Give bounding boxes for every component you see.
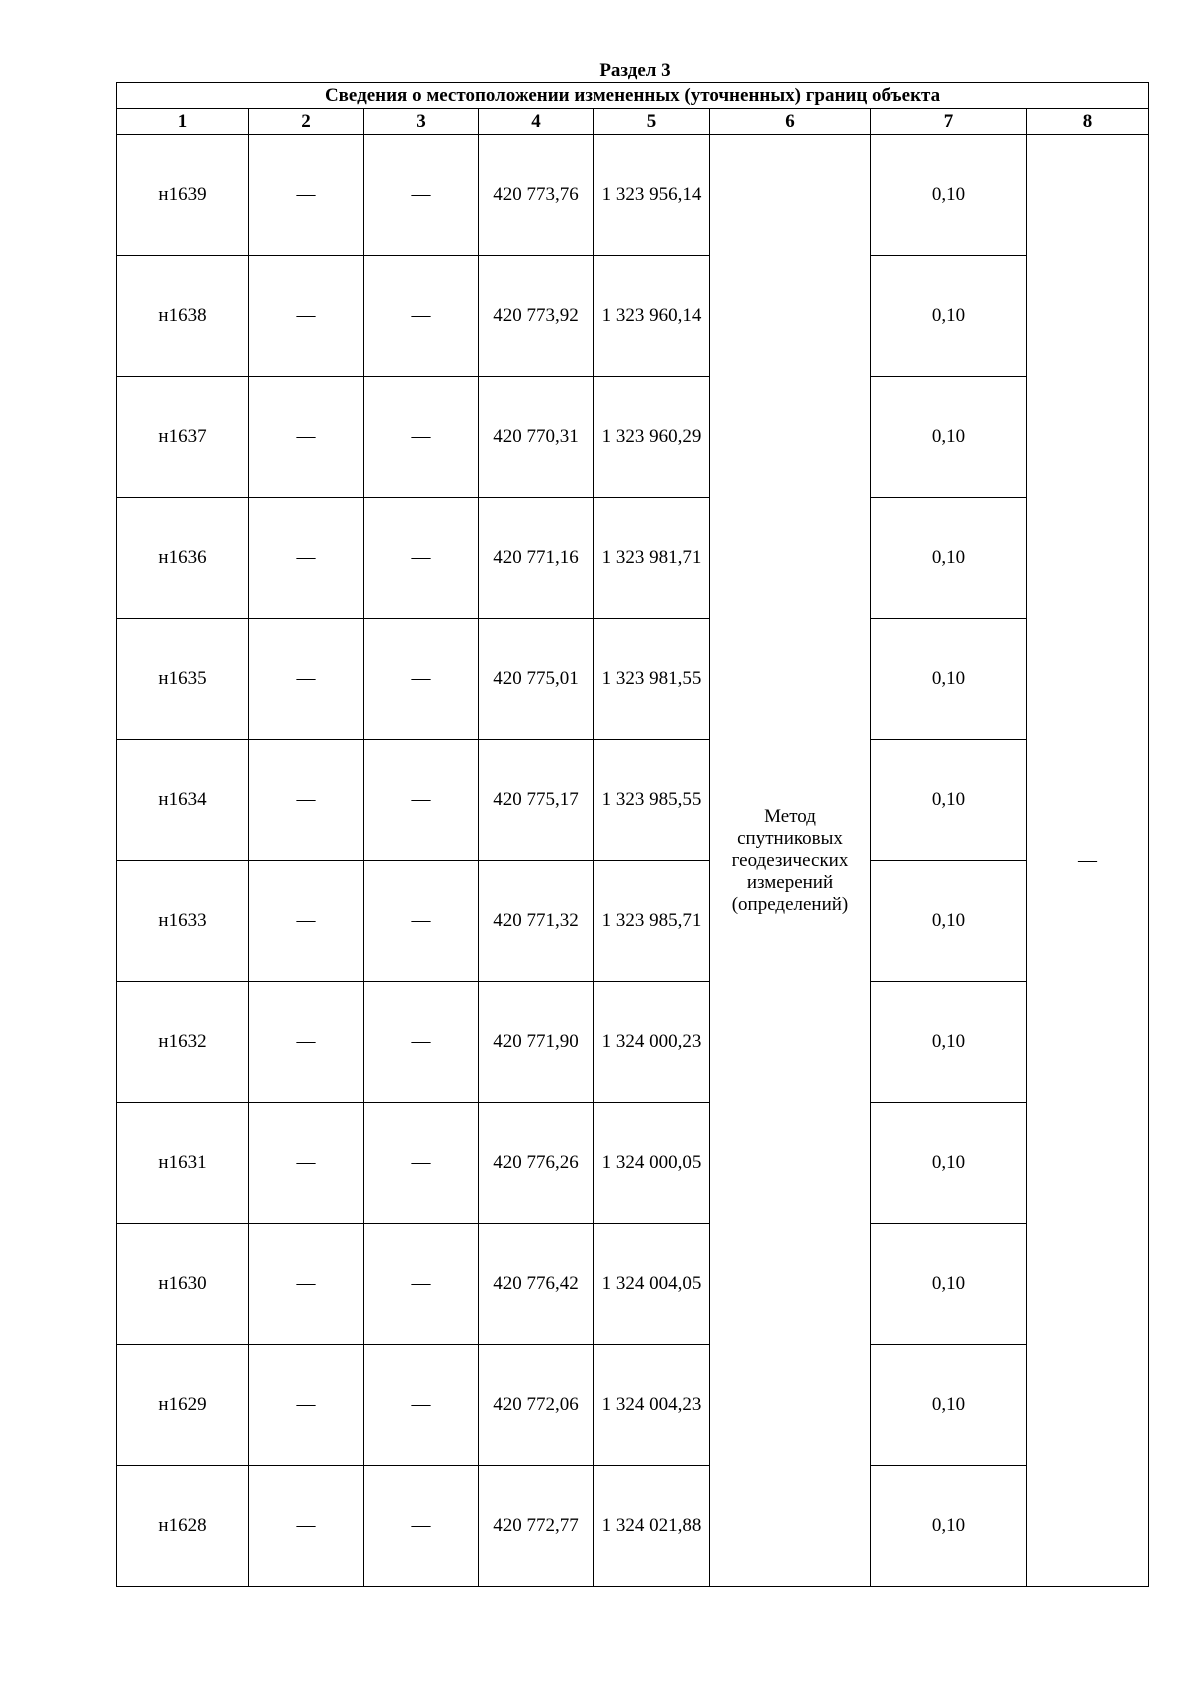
table-row bbox=[117, 1103, 1149, 1224]
x-coordinate-cell: 420 776,26 bbox=[479, 1103, 594, 1224]
x-coordinate-cell: 420 775,17 bbox=[479, 740, 594, 861]
point-name-cell: н1637 bbox=[117, 377, 249, 498]
column-2-cell: — bbox=[249, 861, 364, 982]
x-coordinate-cell: 420 772,77 bbox=[479, 1466, 594, 1587]
accuracy-cell: 0,10 bbox=[871, 1224, 1027, 1345]
accuracy-cell: 0,10 bbox=[871, 1103, 1027, 1224]
column-2-cell: — bbox=[249, 1345, 364, 1466]
y-coordinate-cell: 1 323 981,55 bbox=[594, 619, 710, 740]
accuracy-cell: 0,10 bbox=[871, 982, 1027, 1103]
x-coordinate-cell: 420 771,32 bbox=[479, 861, 594, 982]
boundary-coordinates-table bbox=[116, 82, 1149, 1587]
column-3-cell: — bbox=[364, 377, 479, 498]
column-3-cell: — bbox=[364, 135, 479, 256]
accuracy-cell: 0,10 bbox=[871, 135, 1027, 256]
column-3-cell: — bbox=[364, 1103, 479, 1224]
y-coordinate-cell: 1 324 000,23 bbox=[594, 982, 710, 1103]
column-3-cell: — bbox=[364, 861, 479, 982]
column-3-cell: — bbox=[364, 498, 479, 619]
accuracy-cell: 0,10 bbox=[871, 740, 1027, 861]
column-3-cell: — bbox=[364, 256, 479, 377]
table-caption: Сведения о местоположении измененных (уточненных) границ объекта bbox=[117, 83, 1149, 109]
accuracy-cell: 0,10 bbox=[871, 256, 1027, 377]
column-3-cell: — bbox=[364, 1345, 479, 1466]
table-row bbox=[117, 861, 1149, 982]
point-name-cell: н1632 bbox=[117, 982, 249, 1103]
point-name-cell: н1629 bbox=[117, 1345, 249, 1466]
column-2-cell: — bbox=[249, 256, 364, 377]
column-number: 2 bbox=[249, 109, 364, 135]
column-2-cell: — bbox=[249, 377, 364, 498]
y-coordinate-cell: 1 323 956,14 bbox=[594, 135, 710, 256]
x-coordinate-cell: 420 772,06 bbox=[479, 1345, 594, 1466]
accuracy-cell: 0,10 bbox=[871, 1345, 1027, 1466]
column-2-cell: — bbox=[249, 982, 364, 1103]
y-coordinate-cell: 1 323 960,14 bbox=[594, 256, 710, 377]
column-number: 1 bbox=[117, 109, 249, 135]
point-name-cell: н1634 bbox=[117, 740, 249, 861]
column-3-cell: — bbox=[364, 1466, 479, 1587]
column-number: 5 bbox=[594, 109, 710, 135]
table-body bbox=[117, 135, 1149, 1587]
x-coordinate-cell: 420 771,90 bbox=[479, 982, 594, 1103]
y-coordinate-cell: 1 324 021,88 bbox=[594, 1466, 710, 1587]
column-2-cell: — bbox=[249, 1103, 364, 1224]
x-coordinate-cell: 420 770,31 bbox=[479, 377, 594, 498]
column-3-cell: — bbox=[364, 619, 479, 740]
column-number: 3 bbox=[364, 109, 479, 135]
column-2-cell: — bbox=[249, 498, 364, 619]
table-row bbox=[117, 1345, 1149, 1466]
point-name-cell: н1630 bbox=[117, 1224, 249, 1345]
column-number: 4 bbox=[479, 109, 594, 135]
table-row bbox=[117, 1466, 1149, 1587]
column-2-cell: — bbox=[249, 1224, 364, 1345]
y-coordinate-cell: 1 323 960,29 bbox=[594, 377, 710, 498]
accuracy-cell: 0,10 bbox=[871, 377, 1027, 498]
table-row bbox=[117, 498, 1149, 619]
point-name-cell: н1635 bbox=[117, 619, 249, 740]
column-3-cell: — bbox=[364, 982, 479, 1103]
column-2-cell: — bbox=[249, 135, 364, 256]
column-3-cell: — bbox=[364, 740, 479, 861]
accuracy-cell: 0,10 bbox=[871, 619, 1027, 740]
column-number-row bbox=[117, 109, 1149, 135]
point-name-cell: н1628 bbox=[117, 1466, 249, 1587]
column-number: 8 bbox=[1027, 109, 1149, 135]
section-title: Раздел 3 bbox=[599, 60, 671, 81]
column-3-cell: — bbox=[364, 1224, 479, 1345]
x-coordinate-cell: 420 773,76 bbox=[479, 135, 594, 256]
y-coordinate-cell: 1 324 004,23 bbox=[594, 1345, 710, 1466]
y-coordinate-cell: 1 323 985,55 bbox=[594, 740, 710, 861]
y-coordinate-cell: 1 324 000,05 bbox=[594, 1103, 710, 1224]
column-2-cell: — bbox=[249, 740, 364, 861]
column-2-cell: — bbox=[249, 1466, 364, 1587]
x-coordinate-cell: 420 773,92 bbox=[479, 256, 594, 377]
y-coordinate-cell: 1 323 985,71 bbox=[594, 861, 710, 982]
table-row bbox=[117, 135, 1149, 256]
column-8-cell: — bbox=[1027, 135, 1149, 1587]
y-coordinate-cell: 1 324 004,05 bbox=[594, 1224, 710, 1345]
accuracy-cell: 0,10 bbox=[871, 498, 1027, 619]
point-name-cell: н1638 bbox=[117, 256, 249, 377]
table-row bbox=[117, 377, 1149, 498]
column-number: 7 bbox=[871, 109, 1027, 135]
table-row bbox=[117, 1224, 1149, 1345]
method-cell bbox=[710, 135, 871, 1587]
x-coordinate-cell: 420 776,42 bbox=[479, 1224, 594, 1345]
table-row bbox=[117, 619, 1149, 740]
column-number: 6 bbox=[710, 109, 871, 135]
point-name-cell: н1631 bbox=[117, 1103, 249, 1224]
table-row bbox=[117, 740, 1149, 861]
column-2-cell: — bbox=[249, 619, 364, 740]
point-name-cell: н1633 bbox=[117, 861, 249, 982]
method-text: Метод спутниковых геодезических измерений (определений) bbox=[731, 805, 849, 915]
x-coordinate-cell: 420 771,16 bbox=[479, 498, 594, 619]
accuracy-cell: 0,10 bbox=[871, 861, 1027, 982]
point-name-cell: н1639 bbox=[117, 135, 249, 256]
table-row bbox=[117, 982, 1149, 1103]
table-row bbox=[117, 256, 1149, 377]
point-name-cell: н1636 bbox=[117, 498, 249, 619]
accuracy-cell: 0,10 bbox=[871, 1466, 1027, 1587]
x-coordinate-cell: 420 775,01 bbox=[479, 619, 594, 740]
y-coordinate-cell: 1 323 981,71 bbox=[594, 498, 710, 619]
